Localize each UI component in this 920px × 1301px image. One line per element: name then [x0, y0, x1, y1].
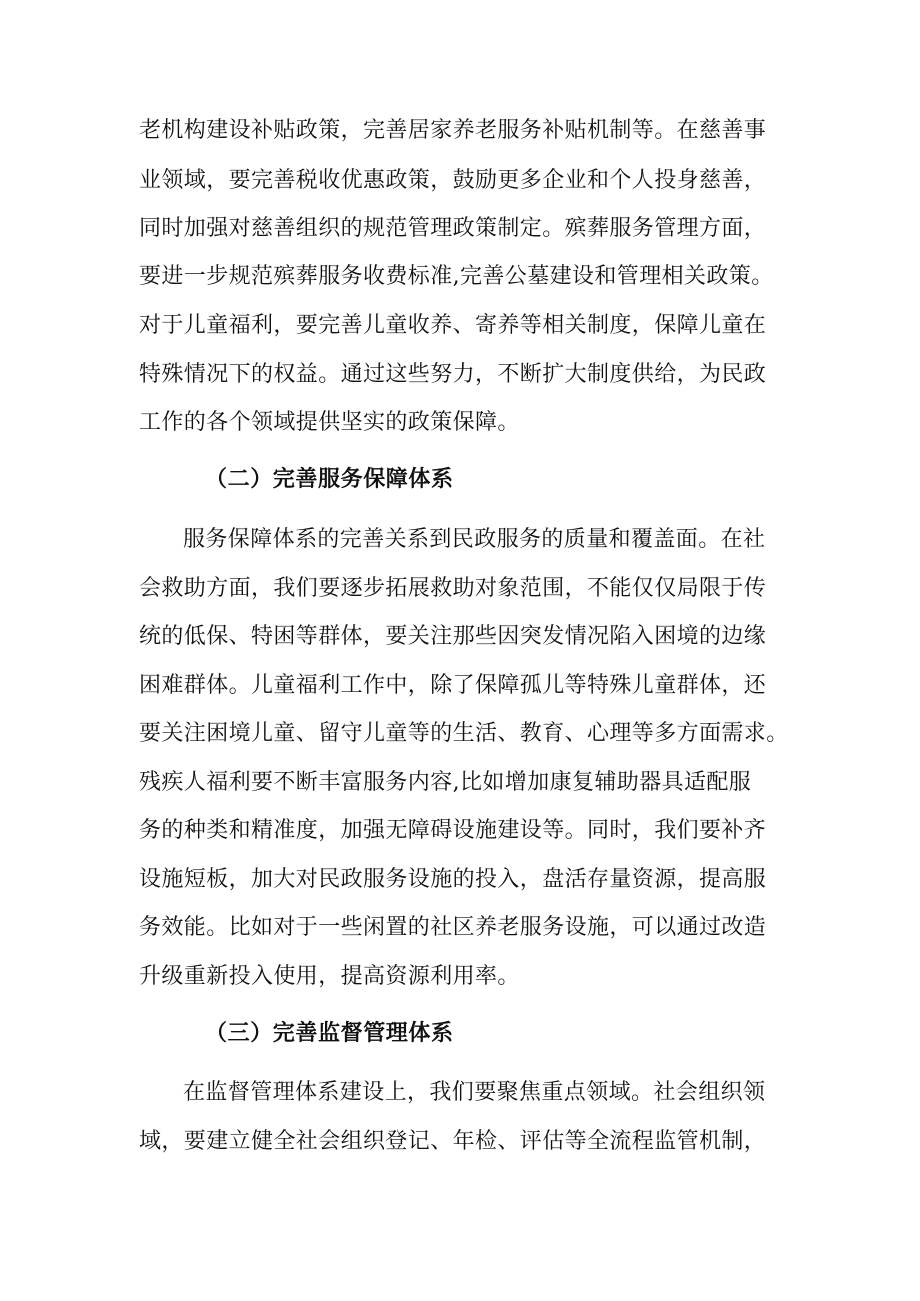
paragraph-line: 在监督管理体系建设上，我们要聚焦重点领域。社会组织领	[183, 1080, 766, 1105]
paragraph-line: 务效能。比如对于一些闲置的社区养老服务设施，可以通过改造	[139, 915, 767, 940]
paragraph-line: 老机构建设补贴政策，完善居家养老服务补贴机制等。在慈善事	[139, 118, 767, 143]
paragraph-line: 务的种类和精准度，加强无障碍设施建设等。同时，我们要补齐	[139, 818, 767, 843]
paragraph-line: 会救助方面，我们要逐步拓展救助对象范围，不能仅仅局限于传	[139, 576, 767, 601]
paragraph-line: 对于儿童福利，要完善儿童收养、寄养等相关制度，保障儿童在	[139, 313, 767, 338]
paragraph-line: 业领域，要完善税收优惠政策，鼓励更多企业和个人投身慈善，	[139, 168, 767, 193]
section-heading: （二）完善服务保障体系	[205, 466, 454, 492]
paragraph-line: 要关注困境儿童、留守儿童等的生活、教育、心理等多方面需求。	[139, 721, 789, 746]
paragraph-line: 设施短板，加大对民政服务设施的投入，盘活存量资源，提高服	[139, 867, 767, 892]
paragraph-line: 统的低保、特困等群体，要关注那些因突发情况陷入困境的边缘	[139, 624, 767, 649]
paragraph-line: 困难群体。儿童福利工作中，除了保障孤儿等特殊儿童群体，还	[139, 673, 767, 698]
paragraph-line: 升级重新投入使用，提高资源利用率。	[139, 964, 520, 989]
paragraph-line: 域，要建立健全社会组织登记、年检、评估等全流程监管机制，	[139, 1129, 767, 1154]
paragraph-line: 残疾人福利要不断丰富服务内容,比如增加康复辅助器具适配服	[139, 770, 752, 795]
paragraph-line: 服务保障体系的完善关系到民政服务的质量和覆盖面。在社	[183, 527, 766, 552]
paragraph-line: 工作的各个领域提供坚实的政策保障。	[139, 410, 520, 435]
section-heading: （三）完善监督管理体系	[205, 1020, 454, 1046]
paragraph-line: 特殊情况下的权益。通过这些努力，不断扩大制度供给，为民政	[139, 362, 767, 387]
paragraph-line: 要进一步规范殡葬服务收费标准,完善公墓建设和管理相关政策。	[139, 264, 774, 289]
paragraph-line: 同时加强对慈善组织的规范管理政策制定。殡葬服务管理方面，	[139, 216, 767, 241]
